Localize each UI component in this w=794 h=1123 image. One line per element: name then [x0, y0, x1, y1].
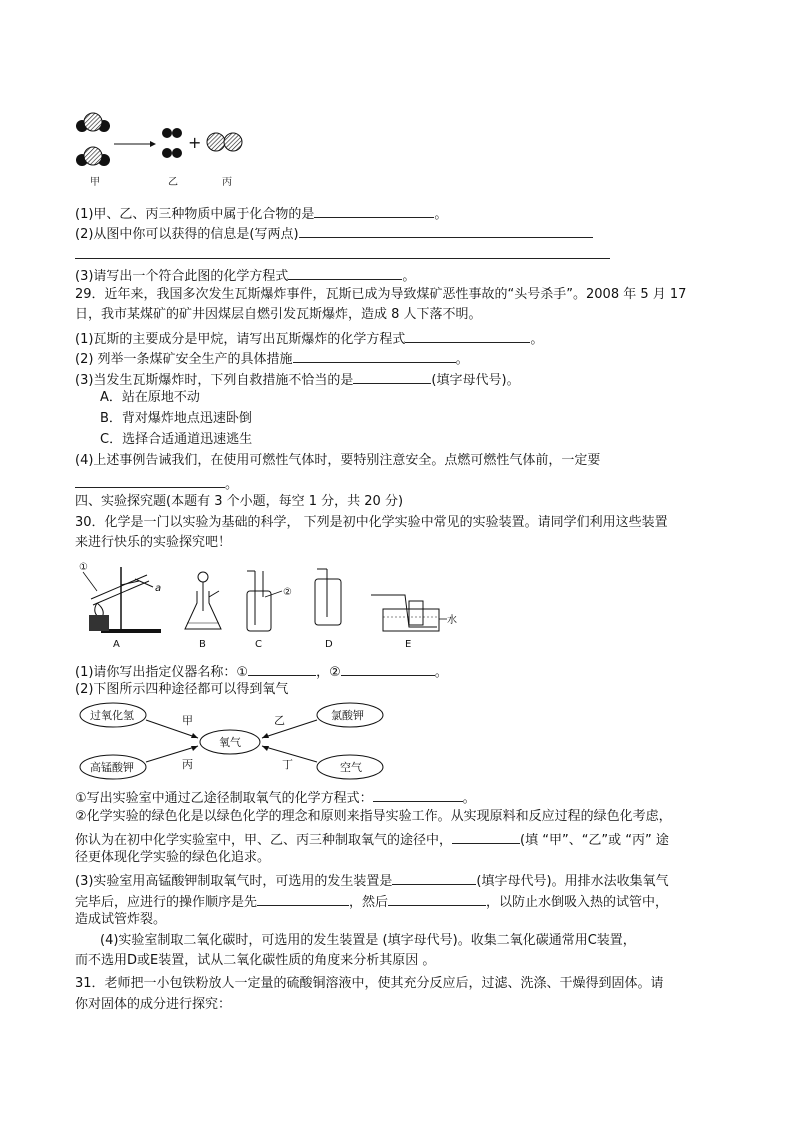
label-c: C: [255, 639, 262, 650]
q31-line1: 31．老师把一小包铁粉放人一定量的硫酸铜溶液中，使其充分反应后，过滤、洗涤、干燥得到固体。请: [75, 976, 664, 991]
q30-part3-line2: 完毕后，应进行的操作顺序是先 ，然后 ，以防止水倒吸入热的试管中，: [75, 891, 668, 912]
q30-sub2-line2: 你认为在初中化学实验室中，甲、乙、丙三种制取氧气的途径中， (填 “甲”、“乙”或 “丙” 途: [75, 829, 669, 850]
answer-blank[interactable]: [353, 369, 431, 384]
answer-blank[interactable]: [299, 223, 593, 238]
apparatus-d: [315, 569, 341, 650]
answer-blank-1[interactable]: [248, 661, 316, 676]
apparatus-b: [185, 572, 221, 650]
label-b: B: [199, 639, 206, 650]
q30-part2: (2)下图所示四种途径都可以得到氧气: [75, 682, 289, 697]
answer-blank-2[interactable]: [388, 891, 486, 906]
molecule-reaction-diagram: [70, 108, 270, 190]
molecule-jia-bottom: [76, 147, 110, 166]
answer-blank[interactable]: [293, 348, 456, 363]
marker-2: ②: [283, 587, 292, 598]
label-bing: 丙: [222, 177, 232, 188]
answer-blank[interactable]: [288, 265, 402, 280]
q29-option-a: A．站在原地不动: [100, 390, 200, 405]
answer-blank-1[interactable]: [257, 891, 349, 906]
q30-part1: (1)请你写出指定仪器名称：① ，② 。: [75, 661, 448, 682]
q29-part2: (2) 列举一条煤矿安全生产的具体措施 。: [75, 348, 469, 369]
q30-intro-line2: 来进行快乐的实验探究吧！: [75, 535, 232, 550]
apparatus-diagram: [75, 557, 465, 652]
label-d: D: [325, 639, 333, 650]
source-hydrogen-peroxide: 过氧化氢: [90, 709, 134, 722]
answer-blank[interactable]: [392, 870, 476, 885]
source-air: 空气: [340, 761, 362, 774]
q29-intro-line2: 日，我市某煤矿的矿井因煤层自燃引发瓦斯爆炸，造成 8 人下落不明。: [75, 307, 482, 322]
oxygen-routes-diagram: [78, 700, 388, 782]
q31-line2: 你对固体的成分进行探究：: [75, 997, 232, 1012]
q28-part2: (2)从图中你可以获得的信息是(写两点): [75, 223, 593, 244]
label-a: A: [113, 639, 120, 650]
q30-intro-line1: 30．化学是一门以实验为基础的科学， 下列是初中化学实验中常见的实验装置。请同学们利用这些装置: [75, 515, 668, 530]
center-oxygen: 氧气: [219, 736, 241, 749]
q29-option-b: B．背对爆炸地点迅速卧倒: [100, 411, 252, 426]
q28-part1: (1)甲、乙、丙三种物质中属于化合物的是 。: [75, 203, 447, 224]
q29-intro-line1: 29．近年来，我国多次发生瓦斯爆炸事件，瓦斯已成为导致煤矿恶性事故的“头号杀手”。2008 年 5 月 17: [75, 287, 687, 302]
answer-blank[interactable]: [314, 203, 434, 218]
q29-option-c: C．选择合适通道迅速逃生: [100, 432, 253, 447]
water-label: 水: [447, 615, 457, 626]
route-jia: 甲: [182, 714, 193, 727]
source-potassium-chlorate: 氯酸钾: [331, 709, 364, 722]
source-potassium-permanganate: 高锰酸钾: [90, 761, 134, 774]
section4-heading: 四、实验探究题(本题有 3 个小题，每空 1 分，共 20 分): [75, 494, 404, 509]
answer-blank-2[interactable]: [341, 661, 435, 676]
q29-part4-answer: 。: [75, 473, 238, 494]
q29-part1: (1)瓦斯的主要成分是甲烷，请写出瓦斯爆炸的化学方程式 。: [75, 328, 543, 349]
q30-part4-line1: (4)实验室制取二氧化碳时，可选用的发生装置是 (填字母代号)。收集二氧化碳通常用C装置，: [100, 933, 636, 948]
molecule-jia-top: [76, 113, 110, 132]
route-yi: 乙: [274, 714, 285, 727]
molecule-yi: [162, 128, 182, 158]
plus-sign: +: [188, 133, 202, 152]
answer-blank[interactable]: [373, 787, 463, 802]
answer-blank[interactable]: [405, 328, 530, 343]
label-e: E: [405, 639, 412, 650]
apparatus-c: [247, 571, 292, 650]
label-jia: 甲: [90, 177, 100, 188]
apparatus-a: [79, 562, 161, 650]
q30-sub2-line1: ②化学实验的绿色化是以绿色化学的理念和原则来指导实验工作。从实现原料和反应过程的绿色化考虑，: [75, 809, 672, 824]
apparatus-e: [371, 595, 457, 650]
q30-sub2-line3: 径更体现化学实验的绿色化追求。: [75, 850, 271, 865]
q30-part3-line3: 造成试管炸裂。: [75, 912, 167, 927]
molecule-bing: [207, 133, 242, 151]
q30-sub1: ①写出实验室中通过乙途径制取氧气的化学方程式： 。: [75, 787, 476, 808]
marker-a: a: [155, 583, 162, 594]
q29-part3: (3)当发生瓦斯爆炸时，下列自救措施不恰当的是 (填字母代号)。: [75, 369, 520, 390]
route-bing: 丙: [182, 758, 193, 771]
answer-blank[interactable]: [75, 473, 225, 488]
q29-part4: (4)上述事例告诫我们，在使用可燃性气体时，要特别注意安全。点燃可燃性气体前，一定要: [75, 453, 601, 468]
answer-blank-full[interactable]: [75, 258, 610, 259]
answer-blank[interactable]: [452, 829, 520, 844]
label-yi: 乙: [168, 177, 178, 188]
marker-1: ①: [79, 562, 88, 573]
q28-part3: (3)请写出一个符合此图的化学方程式 。: [75, 265, 415, 286]
q30-part3-line1: (3)实验室用高锰酸钾制取氧气时，可选用的发生装置是 (填字母代号)。用排水法收集氧气: [75, 870, 669, 891]
q30-part4-line2: 而不选用D或E装置，试从二氧化碳性质的角度来分析其原因 。: [75, 953, 436, 968]
route-ding: 丁: [282, 758, 293, 771]
